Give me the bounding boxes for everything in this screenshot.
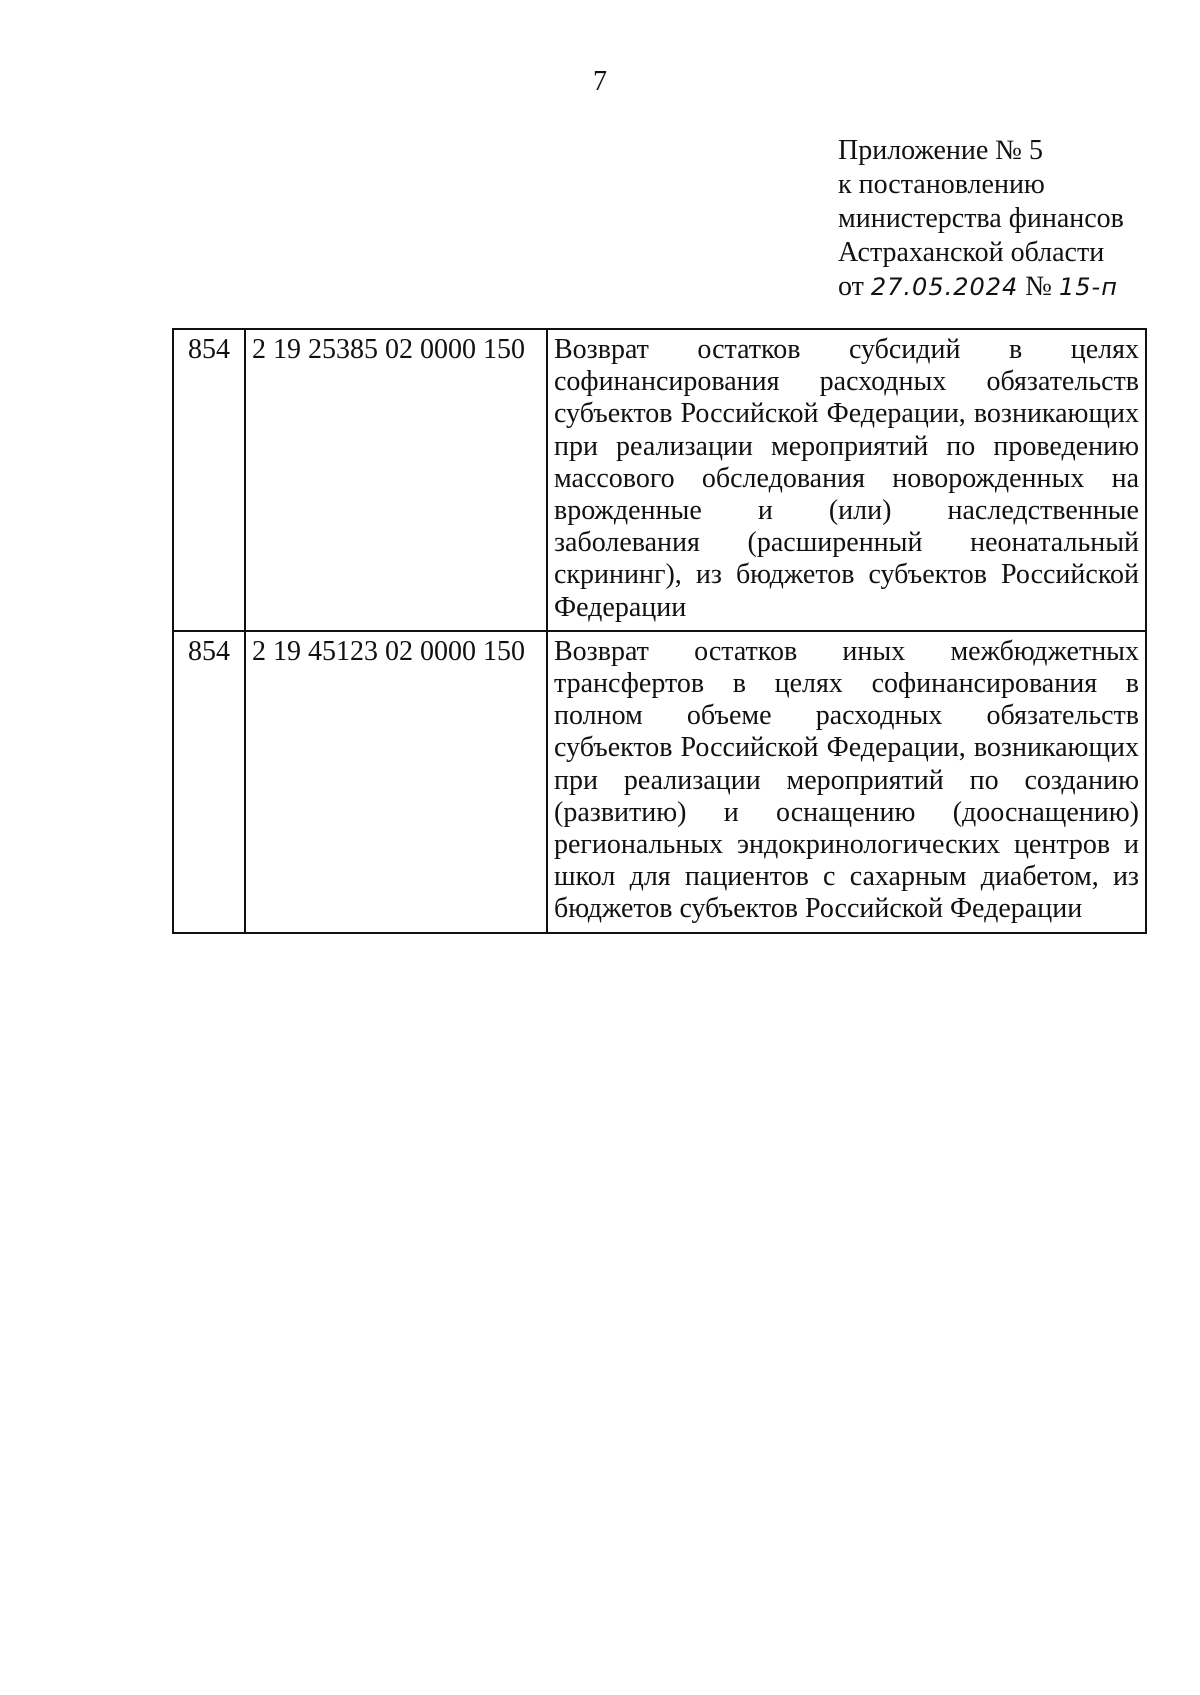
page-number: 7 [593,66,607,97]
admin-code-cell: 854 [173,631,245,933]
income-name-cell: Возврат остатков субсидий в целях софинансирования расходных обязательств субъектов Российской Федерации, возникающих при реализации мероприятий по проведению массового обследования новорожденных на врожденные и (или) наследственные заболевания (расширенный неонатальный скрининг), из бюджетов субъектов Российской Федерации [547,329,1146,631]
number-prefix: № [1025,271,1053,302]
appendix-line-resolution: к постановлению [838,169,1045,200]
appendix-line-ministry: министерства финансов [838,203,1124,234]
date-prefix: от [838,271,864,302]
table-row [173,329,1146,631]
admin-code-cell: 854 [173,329,245,631]
income-name-cell: Возврат остатков иных межбюджетных трансфертов в целях софинансирования в полном объеме расходных обязательств субъектов Российской Федерации, возникающих при реализации мероприятий по созданию (развитию) и оснащению (дооснащению) региональных эндокринологических центров и школ для пациентов с сахарным диабетом, из бюджетов субъектов Российской Федерации [547,631,1146,933]
appendix-date-line [838,270,1178,304]
appendix-header [838,134,1178,304]
budget-code-cell: 2 19 25385 02 0000 150 [245,329,547,631]
appendix-title: Приложение № 5 [838,135,1043,166]
handwritten-number: 15-п [1059,273,1118,301]
table-row [173,631,1146,933]
appendix-line-region: Астраханской области [838,237,1105,268]
budget-code-cell: 2 19 45123 02 0000 150 [245,631,547,933]
budget-codes-table [172,328,1147,934]
handwritten-date: 27.05.2024 [870,273,1019,301]
